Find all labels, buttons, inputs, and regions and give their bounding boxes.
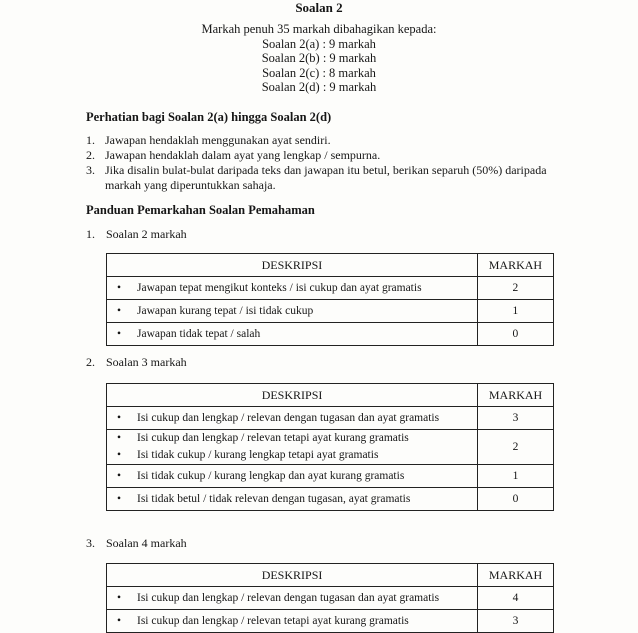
section-1-label: 1. Soalan 2 markah (86, 227, 187, 241)
table-row: • Isi cukup dan lengkap / relevan tetapi ayat kurang gramatis 3 (107, 610, 554, 633)
table-row: • Isi tidak betul / tidak relevan dengan tugasan, ayat gramatis 0 (107, 488, 554, 511)
col-header-markah: MARKAH (478, 564, 554, 587)
attention-item: 3. Jika disalin bulat-bulat daripada teks dan jawapan itu betul, berikan separuh (50%) daripada markah yang diperuntukkan sahaja. (86, 163, 547, 192)
table-row: • Isi cukup dan lengkap / relevan dengan tugasan dan ayat gramatis 3 (107, 407, 554, 430)
rubric-table-2-marks (106, 253, 554, 346)
attention-item: 1. Jawapan hendaklah menggunakan ayat sendiri. (86, 133, 331, 147)
table-row: • Jawapan kurang tepat / isi tidak cukup 1 (107, 300, 554, 323)
table-row: • Jawapan tepat mengikut konteks / isi cukup dan ayat gramatis 2 (107, 277, 554, 300)
marks-part-d: Soalan 2(d) : 9 markah (261, 80, 377, 94)
attention-list (86, 133, 556, 193)
col-header-deskripsi: DESKRIPSI (107, 254, 478, 277)
col-header-markah: MARKAH (477, 254, 553, 277)
guide-heading: Panduan Pemarkahan Soalan Pemahaman (86, 203, 315, 217)
table-row: • Jawapan tidak tepat / salah 0 (107, 323, 554, 346)
marks-distribution (0, 22, 638, 95)
marks-intro-line: Markah penuh 35 markah dibahagikan kepada: (201, 22, 437, 36)
page-title: Soalan 2 (295, 0, 343, 15)
attention-item: 2. Jawapan hendaklah dalam ayat yang lengkap / sempurna. (86, 148, 381, 162)
marks-part-c: Soalan 2(c) : 8 markah (262, 65, 376, 80)
col-header-deskripsi: DESKRIPSI (107, 564, 478, 587)
table-row: • Isi tidak cukup / kurang lengkap dan ayat kurang gramatis 1 (107, 465, 554, 488)
marks-part-b: Soalan 2(b) : 9 markah (261, 51, 377, 65)
rubric-table-4-marks (106, 563, 554, 633)
table-row: • Isi cukup dan lengkap / relevan dengan tugasan dan ayat gramatis 4 (107, 587, 554, 610)
marks-part-a: Soalan 2(a) : 9 markah (262, 36, 376, 51)
table-row: • Isi cukup dan lengkap / relevan tetapi ayat kurang gramatis • Isi tidak cukup / kurang lengkap tetapi ayat gramatis 2 (107, 430, 554, 465)
col-header-markah: MARKAH (478, 384, 554, 407)
attention-heading: Perhatian bagi Soalan 2(a) hingga Soalan 2(d) (86, 110, 332, 124)
section-2-label: 2. Soalan 3 markah (86, 355, 187, 369)
section-3-label: 3. Soalan 4 markah (86, 536, 187, 550)
col-header-deskripsi: DESKRIPSI (107, 384, 478, 407)
rubric-table-3-marks (106, 383, 554, 511)
